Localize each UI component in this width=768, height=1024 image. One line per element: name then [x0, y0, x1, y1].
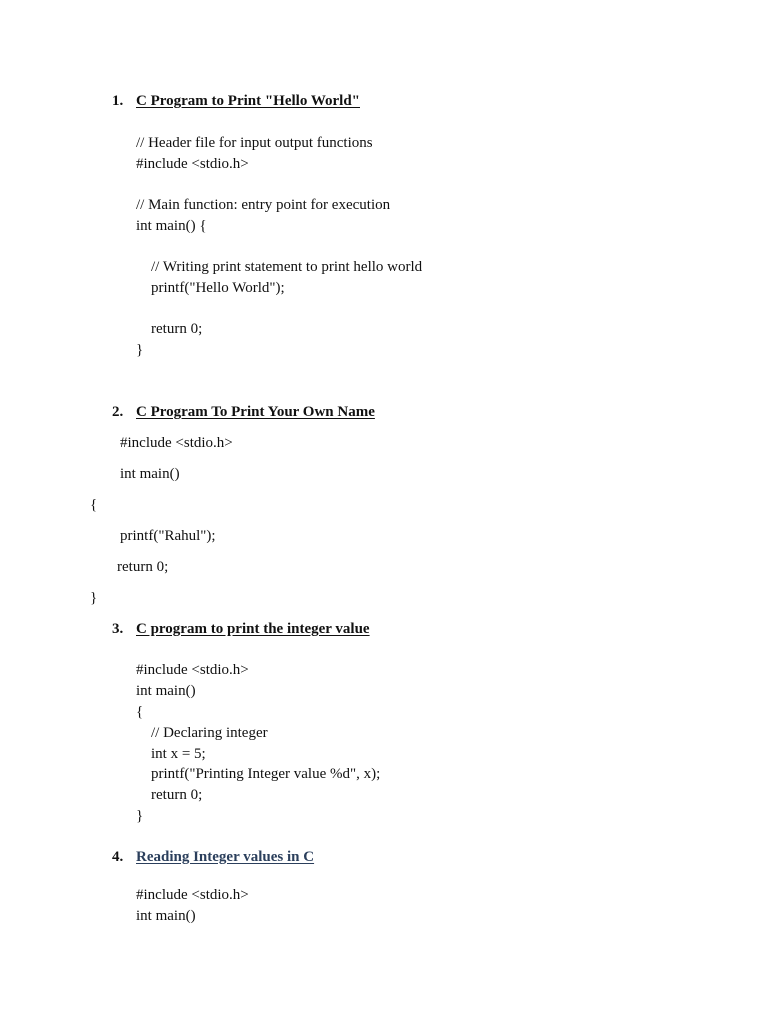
code-line: int main()	[136, 908, 196, 924]
code-line: #include <stdio.h>	[136, 156, 249, 172]
code-line: #include <stdio.h>	[136, 887, 249, 903]
code-line: }	[136, 342, 144, 358]
section-1-number: 1.	[112, 93, 124, 109]
code-line: // Header file for input output functions	[136, 135, 373, 151]
code-line: {	[90, 497, 98, 513]
code-line: printf("Rahul");	[120, 528, 216, 544]
code-line: return 0;	[151, 787, 203, 803]
section-3-title: C program to print the integer value	[136, 621, 370, 637]
code-line: // Declaring integer	[151, 725, 268, 741]
section-4-number: 4.	[112, 849, 124, 865]
code-line: }	[136, 808, 144, 824]
code-line: int x = 5;	[151, 746, 206, 762]
code-line: // Writing print statement to print hello world	[151, 259, 423, 275]
section-3-number: 3.	[112, 621, 124, 637]
code-line: #include <stdio.h>	[120, 435, 233, 451]
code-line: #include <stdio.h>	[136, 662, 249, 678]
code-line: int main()	[136, 683, 196, 699]
code-line: printf("Printing Integer value %d", x);	[151, 766, 381, 782]
code-line: // Main function: entry point for execution	[136, 197, 391, 213]
section-1-title: C Program to Print "Hello World"	[136, 93, 360, 109]
code-line: }	[90, 590, 98, 606]
section-2-title: C Program To Print Your Own Name	[136, 404, 375, 420]
section-2-number: 2.	[112, 404, 124, 420]
code-line: return 0;	[151, 321, 203, 337]
section-4-title: Reading Integer values in C	[136, 849, 315, 865]
code-line: int main()	[120, 466, 180, 482]
code-line: return 0;	[117, 559, 169, 575]
code-line: {	[136, 704, 144, 720]
code-line: int main() {	[136, 218, 207, 234]
code-line: printf("Hello World");	[151, 280, 285, 296]
